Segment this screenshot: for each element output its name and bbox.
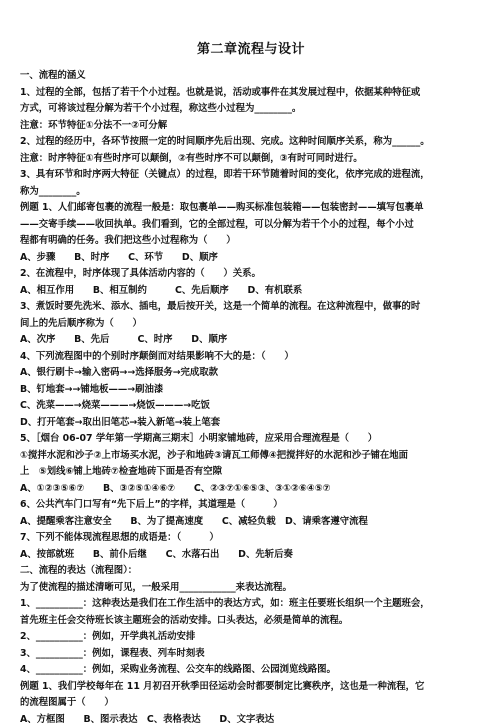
text-line: 一、流程的涵义 — [20, 68, 488, 85]
text-line: 间上的先后顺序称为（ ） — [20, 316, 488, 333]
text-line: 1、过程的全部，包括了若干个小过程。也就是说，活动或事件在其发展过程中，依据某种特征或 — [20, 85, 488, 102]
text-line: 1、__________：这种表达是我们在工作生活中的表达方式，如：班主任要班长组织一个主题班会， — [20, 596, 488, 613]
text-line: 3、煮饭时要先洗米、添水、插电，最后按开关，这是一个简单的流程。在这种流程中，做事的时 — [20, 299, 488, 316]
text-line: 2、在流程中，时序体现了具体活动内容的（ ）关系。 — [20, 266, 488, 283]
text-line: 为了使流程的描述清晰可见，一般采用____________来表达流程。 — [20, 580, 488, 597]
text-line: 程都有明确的任务。我们把这些小过程称为（ ） — [20, 233, 488, 250]
text-line: A、步骤 B、时序 C、环节 D、顺序 — [20, 250, 488, 267]
text-line: 4、__________：例如，采购业务流程、公交车的线路图、公园浏览线路图。 — [20, 662, 488, 679]
text-line: 注意：环节特征①分法不一②可分解 — [20, 118, 488, 135]
text-line: 例题 1、我们学校每年在 11 月初召开秋季田径运动会时都要制定比赛秩序，这也是一种流程，它 — [20, 679, 488, 696]
page-title: 第二章流程与设计 — [0, 38, 502, 57]
text-line: ——交寄手续——收回执单。我们看到，它的全部过程，可以分解为若干个小的过程，每个小过 — [20, 217, 488, 234]
text-line: 二、流程的表达（流程图）： — [20, 563, 488, 580]
text-line: 4、下列流程图中的个别时序颠倒而对结果影响不大的是：（ ） — [20, 349, 488, 366]
text-line: 上 ⑤划线⑥铺上地砖⑦检查地砖下面是否有空隙 — [20, 464, 488, 481]
text-line: B、钉地套→→铺地板——→刷油漆 — [20, 382, 488, 399]
document-body — [20, 68, 488, 728]
text-line: 的流程图属于（ ） — [20, 695, 488, 712]
text-line: 2、过程的经历中，各环节按照一定的时间顺序先后出现、完成。这种时间顺序关系，称为______。 — [20, 134, 488, 151]
text-line: 例题 1、人们邮寄包裹的流程一般是：取包裹单——购买标准包装箱——包装密封——填写包裹单 — [20, 200, 488, 217]
text-line: C、洗菜——→烧菜———→烧饭———→吃饭 — [20, 398, 488, 415]
text-line: 3、__________：例如，课程表、列车时刻表 — [20, 646, 488, 663]
text-line: A、相互作用 B、相互制约 C、先后顺序 D、有机联系 — [20, 283, 488, 300]
text-line: 方式，可将该过程分解为若干个小过程，称这些小过程为________。 — [20, 101, 488, 118]
text-line: 首先班主任会交待班长该主题班会的活动安排。口头表达，必须是简单的流程。 — [20, 613, 488, 630]
text-line: 注意：时序特征①有些时序可以颠倒，②有些时序不可以颠倒，③有时可同时进行。 — [20, 151, 488, 168]
text-line: 6、公共汽车门口写有“先下后上”的字样，其道理是（ ） — [20, 497, 488, 514]
text-line: A、银行刷卡→输入密码→→选择服务→完成取款 — [20, 365, 488, 382]
text-line: D、打开笔套→取出旧笔芯→装入新笔→装上笔套 — [20, 415, 488, 432]
text-line: 7、下列不能体现流程思想的成语是：（ ） — [20, 530, 488, 547]
text-line: A、次序 B、先后 C、时序 D、顺序 — [20, 332, 488, 349]
text-line: A、提醒乘客注意安全 B、为了提高速度 C、减轻负载 D、请乘客遵守流程 — [20, 514, 488, 531]
text-line: 5、［烟台 06-07 学年第一学期高三期末］小明家铺地砖，应采用合理流程是（ ） — [20, 431, 488, 448]
text-line: 3、具有环节和时序两大特征（关键点）的过程，即若干环节随着时间的变化，依序完成的进程流， — [20, 167, 488, 184]
text-line: 称为________。 — [20, 184, 488, 201]
text-line: A、方框图 B、图示表达 C、表格表达 D、文字表达 — [20, 712, 488, 728]
text-line: A、①②③⑤⑥⑦ B、③②⑤①④⑥⑦ C、②③⑦①⑥⑤③、③①②⑥④⑤⑦ — [20, 481, 488, 498]
text-line: 2、__________：例如，开学典礼活动安排 — [20, 629, 488, 646]
text-line: ①搅拌水泥和沙子②上市场买水泥，沙子和地砖③请瓦工师傅④把搅拌好的水泥和沙子铺在地面 — [20, 448, 488, 465]
text-line: A、按部就班 B、前仆后继 C、水落石出 D、先斩后奏 — [20, 547, 488, 564]
